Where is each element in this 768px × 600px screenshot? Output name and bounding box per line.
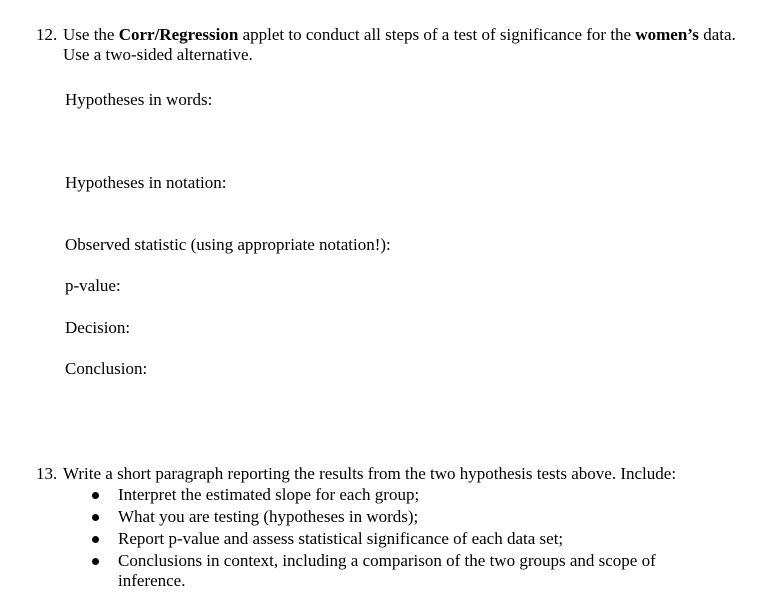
q12-text-part: data. Use a two-sided alternative. [63,25,736,64]
question-12-number: 12. [36,25,58,44]
prompt-p-value: p-value: [65,276,121,295]
prompt-conclusion: Conclusion: [65,359,148,378]
bullet-text: Interpret the estimated slope for each group; [118,485,420,504]
bullet-item [92,551,712,591]
question-13-number: 13. [36,464,58,483]
question-13-text: Write a short paragraph reporting the results from the two hypothesis tests above. Include: [63,464,677,483]
bullet-icon [92,492,99,499]
question-13 [36,464,748,484]
prompt-decision: Decision: [65,318,131,337]
question-13-bullet-list [92,485,712,593]
bullet-item [92,529,712,549]
prompt-hypotheses-words: Hypotheses in words: [65,90,213,109]
bullet-text: What you are testing (hypotheses in words); [118,507,419,526]
prompt-hypotheses-notation: Hypotheses in notation: [65,173,227,192]
question-12-text [63,25,748,65]
question-12 [36,25,748,65]
prompt-observed-statistic: Observed statistic (using appropriate notation!): [65,235,391,254]
bullet-item [92,485,712,505]
bullet-icon [92,536,99,543]
bullet-text: Conclusions in context, including a comparison of the two groups and scope of inference. [118,551,656,590]
q12-bold-women: women’s [635,25,699,44]
q12-bold-applet: Corr/Regression [118,25,239,44]
q12-text-part: applet to conduct all steps of a test of significance for the [238,25,636,44]
bullet-item [92,507,712,527]
bullet-text: Report p-value and assess statistical significance of each data set; [118,529,564,548]
q12-text-part: Use the [63,25,119,44]
bullet-icon [92,514,99,521]
bullet-icon [92,558,99,565]
